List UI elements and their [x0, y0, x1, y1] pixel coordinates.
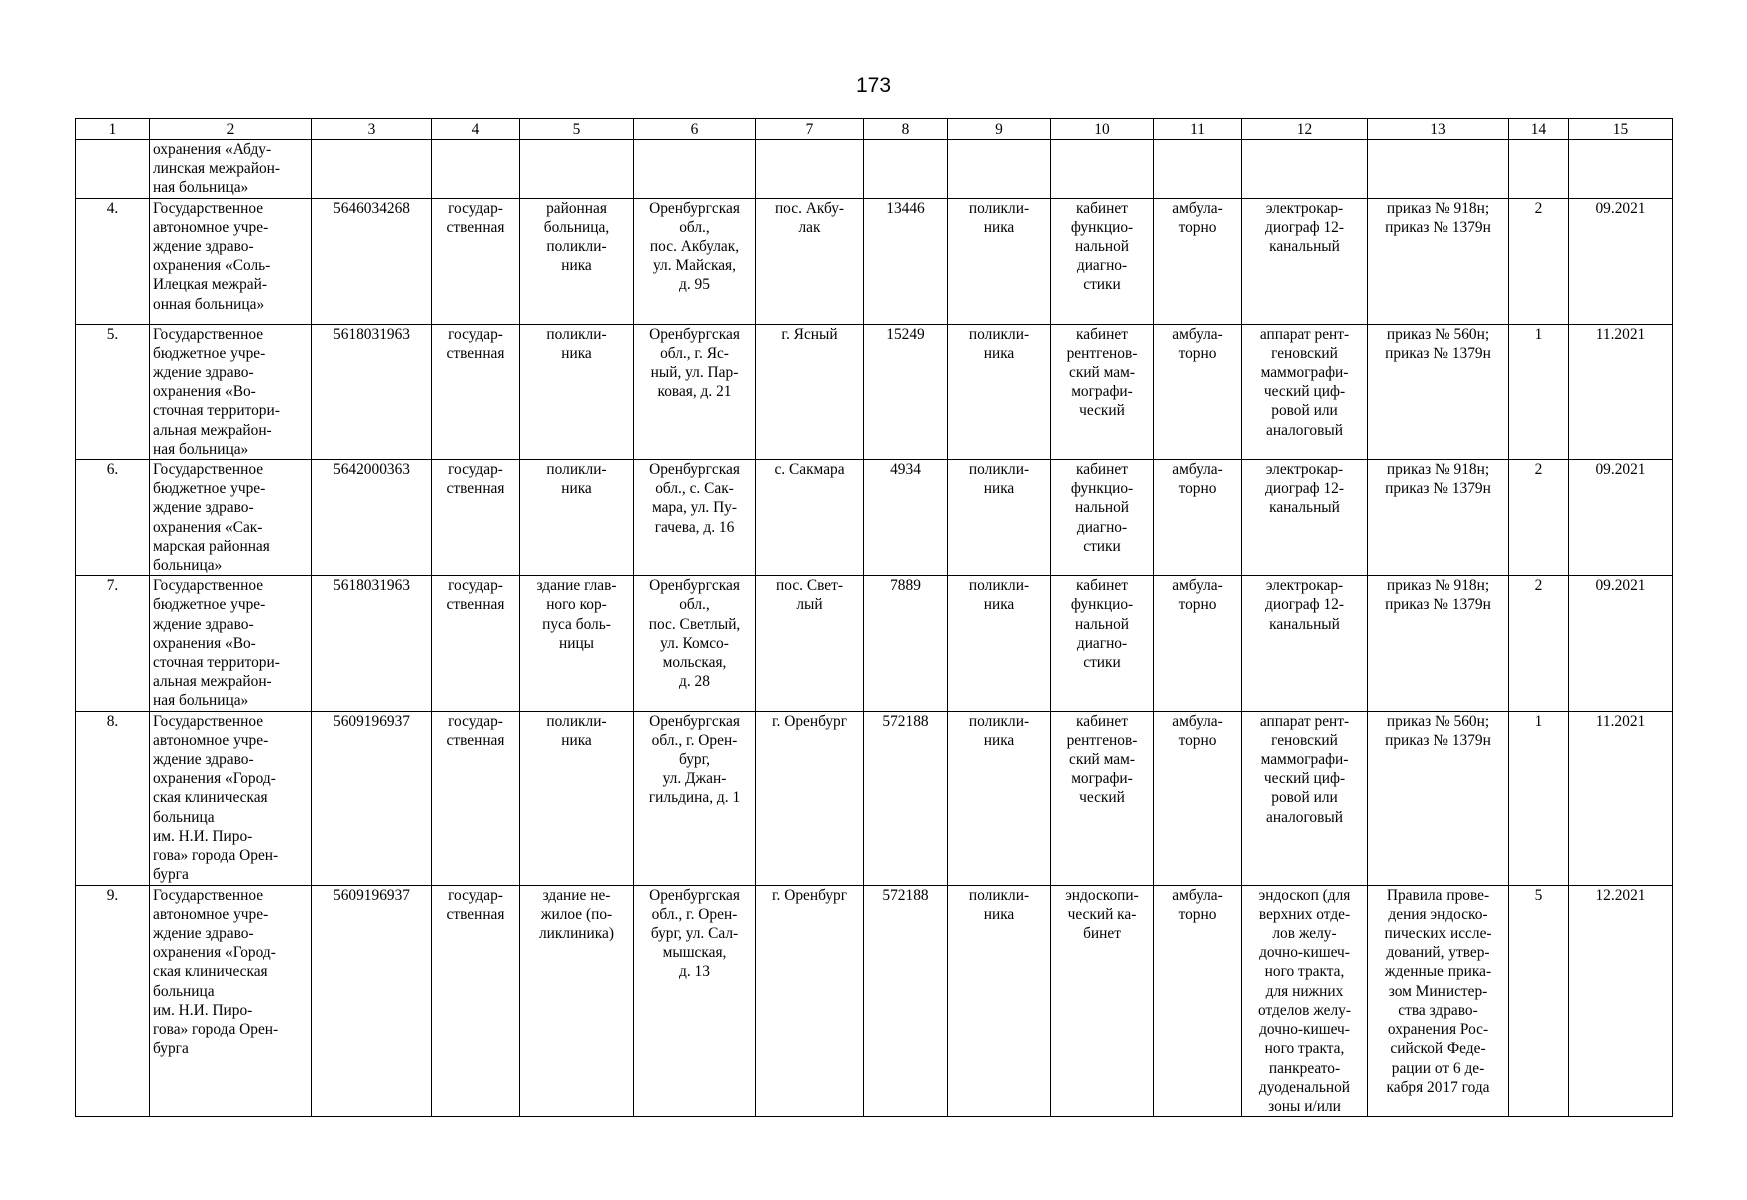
cell-population — [864, 460, 948, 576]
cell-settlement — [756, 885, 864, 1116]
cell-text: поликли- ника — [968, 199, 1030, 236]
cell-text: Оренбургская обл., пос. Светлый, ул. Комсо- мольская, д. 28 — [648, 577, 741, 691]
cell-text: Правила прове- дения эндоско- пических иссле- дований, утвер- жденные прика- зом Министер- ства здраво- охранения Рос- сийской Феде- рации от 6 де- кабря 2017 года — [1384, 886, 1492, 1096]
cell-regulation — [1368, 576, 1509, 711]
cell-facility-type — [948, 460, 1051, 576]
cell-text: государ- ственная — [446, 712, 505, 749]
table-row — [76, 198, 1673, 324]
cell-settlement — [756, 711, 864, 885]
col-header: 13 — [1368, 119, 1509, 140]
cell-text: г. Ясный — [781, 325, 838, 343]
table-row — [76, 711, 1673, 885]
cell-building-type — [520, 885, 634, 1116]
cell-date — [1569, 460, 1673, 576]
col-header: 11 — [1154, 119, 1242, 140]
cell-text: районная больница, поликли- ника — [543, 199, 610, 275]
table-row — [76, 576, 1673, 711]
cell-text: 5646034268 — [333, 199, 410, 217]
col-header: 2 — [150, 119, 312, 140]
cell-text: поликли- ника — [968, 461, 1030, 498]
cell-text: здание глав- ного кор- пуса боль- ницы — [536, 577, 617, 652]
col-header: 7 — [756, 119, 864, 140]
cell-settlement — [756, 460, 864, 576]
cell-text: 5609196937 — [333, 886, 410, 904]
cell-department — [1051, 576, 1154, 711]
cell-text: электрокар- диограф 12- канальный — [1265, 199, 1344, 256]
table-row — [76, 324, 1673, 459]
cell-row-number — [76, 140, 150, 199]
cell-address — [634, 198, 756, 324]
cell-care-conditions — [1154, 576, 1242, 711]
cell-date — [1569, 198, 1673, 324]
cell-text: 7889 — [890, 577, 921, 595]
cell-organization-name — [150, 885, 312, 1116]
cell-care-conditions — [1154, 140, 1242, 199]
cell-text: аппарат рент- геновский маммографи- ческий циф- ровой или аналоговый — [1259, 712, 1350, 826]
cell-date — [1569, 140, 1673, 199]
col-header: 12 — [1242, 119, 1368, 140]
cell-text: амбула- торно — [1172, 577, 1223, 614]
cell-date — [1569, 576, 1673, 711]
cell-text: 13446 — [886, 199, 925, 217]
cell-date — [1569, 885, 1673, 1116]
cell-text: поликли- ника — [968, 577, 1030, 614]
cell-settlement — [756, 140, 864, 199]
cell-text: 09.2021 — [1595, 461, 1646, 479]
cell-facility-type — [948, 711, 1051, 885]
col-header: 5 — [520, 119, 634, 140]
cell-text: 572188 — [882, 886, 929, 904]
cell-text: амбула- торно — [1172, 461, 1223, 498]
cell-organization-name — [150, 140, 312, 199]
cell-facility-type — [948, 198, 1051, 324]
cell-text: Оренбургская обл., г. Яс- ный, ул. Пар- ковая, д. 21 — [649, 325, 740, 401]
cell-ownership-form — [432, 140, 520, 199]
cell-regulation — [1368, 198, 1509, 324]
cell-building-type — [520, 198, 634, 324]
cell-address — [634, 140, 756, 199]
cell-department — [1051, 140, 1154, 199]
cell-text: 1 — [1534, 325, 1543, 343]
cell-inn-code — [312, 885, 432, 1116]
cell-population — [864, 711, 948, 885]
cell-department — [1051, 324, 1154, 459]
cell-row-number — [76, 576, 150, 711]
cell-text: 7. — [106, 577, 119, 595]
cell-inn-code — [312, 324, 432, 459]
col-header: 6 — [634, 119, 756, 140]
cell-care-conditions — [1154, 711, 1242, 885]
cell-equipment — [1242, 460, 1368, 576]
cell-inn-code — [312, 140, 432, 199]
cell-facility-type — [948, 576, 1051, 711]
cell-equipment — [1242, 324, 1368, 459]
cell-text: 6. — [106, 461, 119, 479]
cell-text: государ- ственная — [446, 199, 505, 236]
cell-text: 09.2021 — [1595, 199, 1646, 217]
cell-text: 2 — [1534, 461, 1543, 479]
cell-text: Государственное бюджетное учре- ждение здраво- охранения «Сак- марская районная больница» — [153, 461, 270, 575]
cell-ownership-form — [432, 460, 520, 576]
cell-quantity — [1509, 140, 1569, 199]
cell-text: 4934 — [890, 461, 921, 479]
cell-text: кабинет функцио- нальной диагно- стики — [1070, 461, 1134, 555]
cell-text: 1 — [1534, 712, 1543, 730]
cell-quantity — [1509, 460, 1569, 576]
cell-text: государ- ственная — [446, 325, 505, 362]
cell-regulation — [1368, 324, 1509, 459]
cell-regulation — [1368, 140, 1509, 199]
cell-building-type — [520, 711, 634, 885]
col-header: 15 — [1569, 119, 1673, 140]
cell-ownership-form — [432, 198, 520, 324]
cell-building-type — [520, 576, 634, 711]
cell-text: эндоскопи- ческий ка- бинет — [1065, 886, 1139, 943]
cell-text: поликли- ника — [968, 712, 1030, 749]
cell-quantity — [1509, 198, 1569, 324]
cell-text: приказ № 918н; приказ № 1379н — [1385, 577, 1491, 614]
cell-text: 4. — [106, 199, 119, 217]
cell-row-number — [76, 460, 150, 576]
cell-ownership-form — [432, 885, 520, 1116]
cell-address — [634, 711, 756, 885]
cell-population — [864, 324, 948, 459]
cell-text: государ- ственная — [446, 461, 505, 498]
cell-text: Оренбургская обл., г. Орен- бург, ул. Сал- мышская, д. 13 — [649, 886, 740, 981]
cell-care-conditions — [1154, 460, 1242, 576]
cell-text: государ- ственная — [446, 577, 505, 614]
cell-text: г. Оренбург — [771, 886, 848, 904]
cell-text: амбула- торно — [1172, 199, 1223, 236]
cell-row-number — [76, 324, 150, 459]
cell-text: 09.2021 — [1595, 577, 1646, 595]
cell-facility-type — [948, 324, 1051, 459]
cell-building-type — [520, 460, 634, 576]
cell-equipment — [1242, 711, 1368, 885]
cell-settlement — [756, 198, 864, 324]
cell-text: электрокар- диограф 12- канальный — [1265, 461, 1344, 517]
cell-text: электрокар- диограф 12- канальный — [1265, 577, 1344, 633]
cell-row-number — [76, 198, 150, 324]
cell-text: приказ № 918н; приказ № 1379н — [1385, 199, 1491, 236]
cell-text: 11.2021 — [1595, 712, 1646, 730]
cell-address — [634, 885, 756, 1116]
cell-population — [864, 140, 948, 199]
cell-text: пос. Акбу- лак — [774, 199, 845, 236]
cell-settlement — [756, 324, 864, 459]
header-row — [76, 119, 1673, 140]
cell-text: 12.2021 — [1595, 886, 1646, 904]
col-header: 1 — [76, 119, 150, 140]
cell-equipment — [1242, 198, 1368, 324]
cell-text: 5 — [1534, 886, 1543, 904]
cell-text: амбула- торно — [1172, 712, 1223, 749]
cell-text: Государственное автономное учре- ждение здраво- охранения «Город- ская клиническая больница им. Н.И. Пиро- гова» города Орен- бурга — [153, 886, 279, 1058]
cell-department — [1051, 198, 1154, 324]
table-row — [76, 885, 1673, 1116]
cell-regulation — [1368, 460, 1509, 576]
cell-text: 8. — [106, 712, 119, 730]
page-number: 173 — [855, 74, 892, 97]
cell-text: Оренбургская обл., пос. Акбулак, ул. Майская, д. 95 — [649, 199, 740, 294]
cell-population — [864, 198, 948, 324]
cell-quantity — [1509, 711, 1569, 885]
cell-quantity — [1509, 885, 1569, 1116]
cell-text: охранения «Абду- линская межрайон- ная больница» — [153, 141, 281, 197]
cell-text: приказ № 560н; приказ № 1379н — [1385, 325, 1491, 362]
cell-population — [864, 885, 948, 1116]
cell-text: Оренбургская обл., г. Орен- бург, ул. Джан- гильдина, д. 1 — [648, 712, 741, 807]
cell-row-number — [76, 885, 150, 1116]
cell-text: Государственное бюджетное учре- ждение здраво- охранения «Во- сточная территори- альная межрайон- ная больница» — [153, 577, 280, 710]
cell-quantity — [1509, 576, 1569, 711]
cell-equipment — [1242, 140, 1368, 199]
cell-inn-code — [312, 711, 432, 885]
cell-text: поликли- ника — [968, 886, 1030, 923]
cell-organization-name — [150, 324, 312, 459]
cell-text: поликли- ника — [546, 712, 607, 749]
cell-organization-name — [150, 460, 312, 576]
cell-organization-name — [150, 198, 312, 324]
col-header: 10 — [1051, 119, 1154, 140]
cell-address — [634, 460, 756, 576]
cell-ownership-form — [432, 711, 520, 885]
cell-facility-type — [948, 885, 1051, 1116]
cell-text: пос. Свет- лый — [776, 577, 843, 614]
cell-organization-name — [150, 576, 312, 711]
cell-text: Государственное бюджетное учре- ждение здраво- охранения «Во- сточная территори- альная межрайон- ная больница» — [153, 325, 280, 458]
cell-quantity — [1509, 324, 1569, 459]
cell-care-conditions — [1154, 324, 1242, 459]
cell-ownership-form — [432, 324, 520, 459]
table-row — [76, 460, 1673, 576]
cell-text: поликли- ника — [546, 325, 607, 362]
cell-inn-code — [312, 460, 432, 576]
cell-row-number — [76, 711, 150, 885]
cell-text: поликли- ника — [546, 461, 607, 498]
cell-organization-name — [150, 711, 312, 885]
cell-text: эндоскоп (для верхних отде- лов желу- дочно-кишеч- ного тракта, для нижних отделов желу- дочно-кишеч- ного тракта, панкреато- дуоденальной зоны и/или — [1258, 886, 1351, 1115]
cell-text: 5618031963 — [333, 577, 410, 595]
cell-text: 5642000363 — [333, 461, 410, 479]
cell-text: приказ № 918н; приказ № 1379н — [1385, 461, 1491, 498]
cell-text: 2 — [1534, 199, 1543, 217]
cell-text: здание не- жилое (по- ликлиника) — [539, 886, 614, 943]
cell-text: приказ № 560н; приказ № 1379н — [1385, 712, 1491, 749]
col-header: 14 — [1509, 119, 1569, 140]
cell-text: кабинет рентгенов- ский мам- мографи- ческий — [1066, 325, 1138, 420]
cell-text: кабинет функцио- нальной диагно- стики — [1070, 577, 1134, 672]
cell-text: поликли- ника — [968, 325, 1030, 362]
cell-date — [1569, 324, 1673, 459]
cell-text: 9. — [106, 886, 119, 904]
cell-text: Государственное автономное учре- ждение здраво- охранения «Соль- Илецкая межрай- онная больница» — [153, 199, 271, 313]
cell-text: с. Сакмара — [774, 461, 845, 479]
cell-text: кабинет рентгенов- ский мам- мографи- ческий — [1066, 712, 1138, 807]
cell-equipment — [1242, 885, 1368, 1116]
cell-department — [1051, 460, 1154, 576]
cell-text: г. Оренбург — [771, 712, 848, 730]
cell-regulation — [1368, 711, 1509, 885]
col-header: 9 — [948, 119, 1051, 140]
cell-equipment — [1242, 576, 1368, 711]
cell-text: амбула- торно — [1172, 886, 1223, 923]
cell-text: 572188 — [882, 712, 929, 730]
cell-text: 5. — [106, 325, 119, 343]
cell-department — [1051, 711, 1154, 885]
cell-text: государ- ственная — [446, 886, 505, 923]
cell-text: Оренбургская обл., с. Сак- мара, ул. Пу- гачева, д. 16 — [649, 461, 740, 536]
cell-text: Государственное автономное учре- ждение здраво- охранения «Город- ская клиническая больница им. Н.И. Пиро- гова» города Орен- бурга — [153, 712, 279, 884]
col-header: 3 — [312, 119, 432, 140]
cell-text: аппарат рент- геновский маммографи- ческий циф- ровой или аналоговый — [1259, 325, 1350, 439]
cell-facility-type — [948, 140, 1051, 199]
cell-text: амбула- торно — [1172, 325, 1223, 362]
cell-building-type — [520, 140, 634, 199]
cell-department — [1051, 885, 1154, 1116]
col-header: 8 — [864, 119, 948, 140]
data-table — [75, 118, 1673, 1117]
cell-text: 5618031963 — [333, 325, 410, 343]
cell-care-conditions — [1154, 885, 1242, 1116]
cell-text: 11.2021 — [1595, 325, 1646, 343]
cell-regulation — [1368, 885, 1509, 1116]
cell-text: кабинет функцио- нальной диагно- стики — [1070, 199, 1134, 294]
cell-settlement — [756, 576, 864, 711]
cell-building-type — [520, 324, 634, 459]
cell-population — [864, 576, 948, 711]
cell-address — [634, 324, 756, 459]
cell-inn-code — [312, 198, 432, 324]
cell-text: 5609196937 — [333, 712, 410, 730]
cell-text: 2 — [1534, 577, 1543, 595]
col-header: 4 — [432, 119, 520, 140]
cell-inn-code — [312, 576, 432, 711]
cell-text: 15249 — [886, 325, 925, 343]
table-row — [76, 140, 1673, 199]
cell-date — [1569, 711, 1673, 885]
cell-address — [634, 576, 756, 711]
cell-care-conditions — [1154, 198, 1242, 324]
cell-ownership-form — [432, 576, 520, 711]
